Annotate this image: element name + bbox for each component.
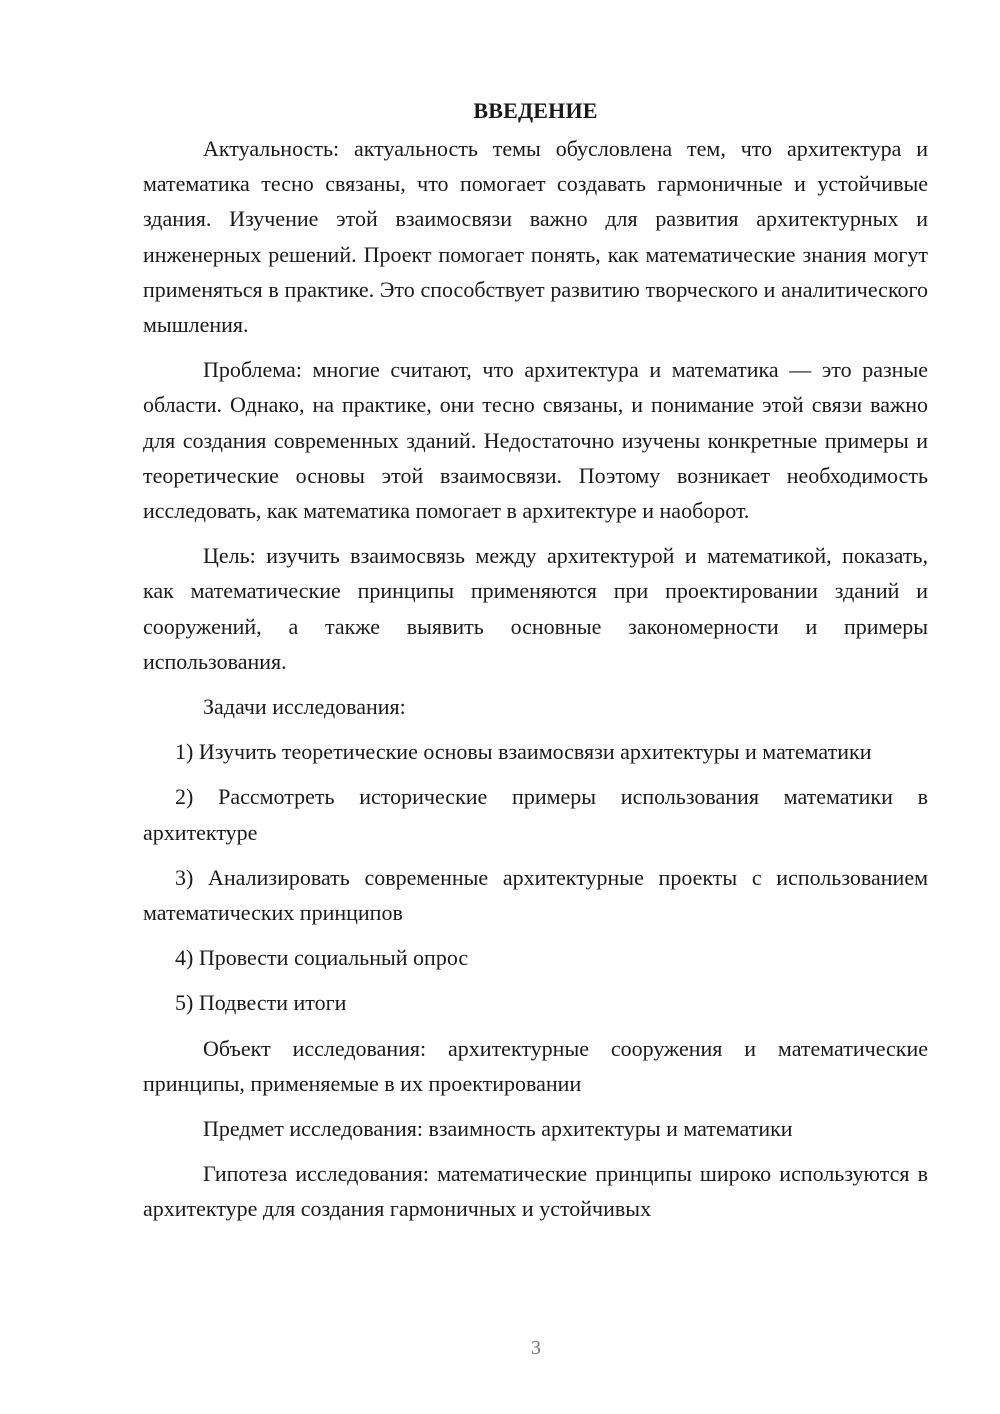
goal-paragraph: Цель: изучить взаимосвязь между архитектурой и математикой, показать, как математические принципы применяются при проектировании зданий и сооружений, а также выявить основные закономерности и примеры использования. <box>143 543 928 674</box>
relevance-paragraph: Актуальность: актуальность темы обусловлена тем, что архитектура и математика тесно связаны, что помогает создавать гармоничные и устойчивые здания. Изучение этой взаимосвязи важно для развития архитектурных и инженерных решений. Проект помогает понять, как математические знания могут применяться в практике. Это способствует развитию творческого и аналитического мышления. <box>143 136 928 338</box>
hypothesis-paragraph: Гипотеза исследования: математические принципы широко используются в архитектуре для создания гармоничных и устойчивых <box>143 1161 928 1222</box>
task-item-1: 1) Изучить теоретические основы взаимосвязи архитектуры и математики <box>175 739 872 765</box>
problem-paragraph: Проблема: многие считают, что архитектура и математика — это разные области. Однако, на практике, они тесно связаны, и понимание этой связи важно для создания современных зданий. Недостаточно изучены конкретные примеры и теоретические основы этой взаимосвязи. Поэтому возникает необходимость исследовать, как математика помогает в архитектуре и наоборот. <box>143 357 928 524</box>
page-number: 3 <box>531 1337 541 1359</box>
tasks-title: Задачи исследования: <box>203 694 406 720</box>
task-item-2: 2) Рассмотреть исторические примеры использования математики в архитектуре <box>143 784 928 845</box>
task-item-5: 5) Подвести итоги <box>175 990 347 1016</box>
task-item-4: 4) Провести социальный опрос <box>175 945 469 971</box>
document-page <box>143 95 928 1227</box>
task-item-3: 3) Анализировать современные архитектурные проекты с использованием математических принципов <box>143 864 928 926</box>
subject-paragraph: Предмет исследования: взаимность архитектуры и математики <box>203 1116 793 1142</box>
object-paragraph: Объект исследования: архитектурные сооружения и математические принципы, применяемые в их проектировании <box>143 1035 928 1096</box>
section-heading: ВВЕДЕНИЕ <box>473 98 598 123</box>
